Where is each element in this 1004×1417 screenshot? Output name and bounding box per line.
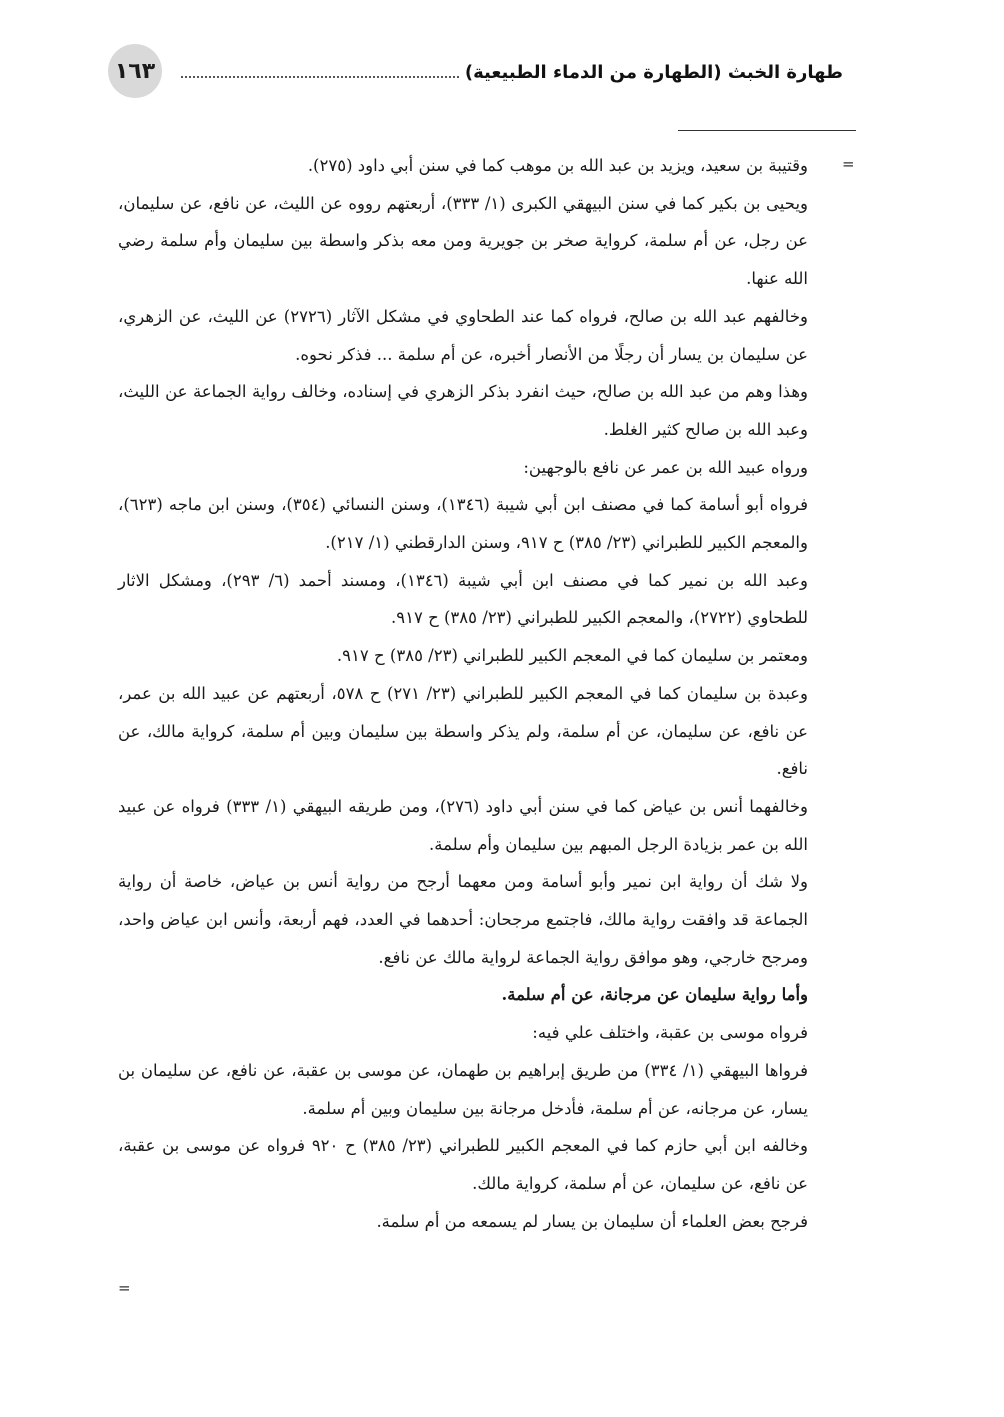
paragraph: فرواها البيهقي (١/ ٣٣٤) من طريق إبراهيم بن طهمان، عن موسى بن عقبة، عن نافع، عن سليمان بن يسار، عن مرجانه، عن أم سلمة، فأدخل مرجانة بين سليمان وبين أم سلمة. <box>118 1060 808 1118</box>
page-number: ١٦٣ <box>108 44 162 98</box>
paragraph: وهذا وهم من عبد الله بن صالح، حيث انفرد بذكر الزهري في إسناده، وخالف رواية الجماعة عن الليث، وعبد الله بن صالح كثير الغلط. <box>118 382 808 439</box>
continuation-mark-top: = <box>842 155 855 173</box>
footnote-separator <box>678 130 856 131</box>
footnote-text-body <box>118 147 808 1240</box>
paragraph: فرواه أبو أسامة كما في مصنف ابن أبي شيبة (١٣٤٦)، وسنن النسائي (٣٥٤)، وسنن ابن ماجه (٦٢٣)، والمعجم الكبير للطبراني (٢٣/ ٣٨٥) ح ٩١٧، وسنن الدارقطني (١/ ٢١٧). <box>118 495 808 553</box>
paragraph: وخالفه ابن أبي حازم كما في المعجم الكبير للطبراني (٢٣/ ٣٨٥) ح ٩٢٠ فرواه عن موسى بن عقبة، عن نافع، عن سليمان، عن أم سلمة، كرواية مالك. <box>118 1136 809 1193</box>
paragraph: ورواه عبيد الله بن عمر عن نافع بالوجهين: <box>523 457 808 477</box>
paragraph: وخالفهما أنس بن عياض كما في سنن أبي داود (٢٧٦)، ومن طريقه البيهقي (١/ ٣٣٣) فرواه عن عبيد الله بن عمر بزيادة الرجل المبهم بين سليمان وأم سلمة. <box>118 796 809 854</box>
paragraph: وقتيبة بن سعيد، ويزيد بن عبد الله بن موهب كما في سنن أبي داود (٢٧٥). <box>307 156 808 175</box>
paragraph: وعبدة بن سليمان كما في المعجم الكبير للطبراني (٢٣/ ٢٧١) ح ٥٧٨، أربعتهم عن عبيد الله بن عمر، عن نافع، عن سليمان، عن أم سلمة، ولم يذكر واسطة بين سليمان وبين أم سلمة، كرواية مالك، عن نافع. <box>118 683 808 779</box>
paragraph: فرواه موسى بن عقبة، واختلف علي فيه: <box>532 1023 808 1043</box>
running-header <box>175 58 843 86</box>
paragraph: فرجح بعض العلماء أن سليمان بن يسار لم يسمعه من أم سلمة. <box>376 1211 808 1231</box>
running-header-title: طهارة الخبث (الطهارة من الدماء الطبيعية) <box>464 61 843 83</box>
continuation-mark-bottom: = <box>118 1279 131 1297</box>
paragraph: وعبد الله بن نمير كما في مصنف ابن أبي شيبة (١٣٤٦)، ومسند أحمد (٦/ ٢٩٣)، ومشكل الاثار للطحاوي (٢٧٢٢)، والمعجم الكبير للطبراني (٢٣/ ٣٨٥) ح ٩١٧. <box>118 570 808 628</box>
paragraph: وخالفهم عبد الله بن صالح، فرواه كما عند الطحاوي في مشكل الآثار (٢٧٢٦) عن الليث، عن الزهري، عن سليمان بن يسار أن رجلًا من الأنصار أخبره، عن أم سلمة ... فذكر نحوه. <box>118 306 808 364</box>
paragraph: ومعتمر بن سليمان كما في المعجم الكبير للطبراني (٢٣/ ٣٨٥) ح ٩١٧. <box>336 646 808 666</box>
paragraph: ولا شك أن رواية ابن نمير وأبو أسامة ومن معهما أرجح من رواية أنس بن عياض، خاصة أن رواية الجماعة قد وافقت رواية مالك، فاجتمع مرجحان: أحدهما في العدد، فهم أربعة، وأنس ابن عياض واحد، ومرجح خارجي، وهو موافق رواية الجماعة لرواية مالك عن نافع. <box>118 872 808 967</box>
paragraph: ويحيى بن بكير كما في سنن البيهقي الكبرى (١/ ٣٣٣)، أربعتهم رووه عن الليث، عن نافع، عن سليمان، عن رجل، عن أم سلمة، كرواية صخر بن جويرية ومن معه بذكر واسطة بين سليمان وأم سلمة رضي الله عنها. <box>118 193 808 289</box>
section-subheading: وأما رواية سليمان عن مرجانة، عن أم سلمة. <box>501 985 808 1005</box>
header-dot-leader <box>181 66 459 78</box>
